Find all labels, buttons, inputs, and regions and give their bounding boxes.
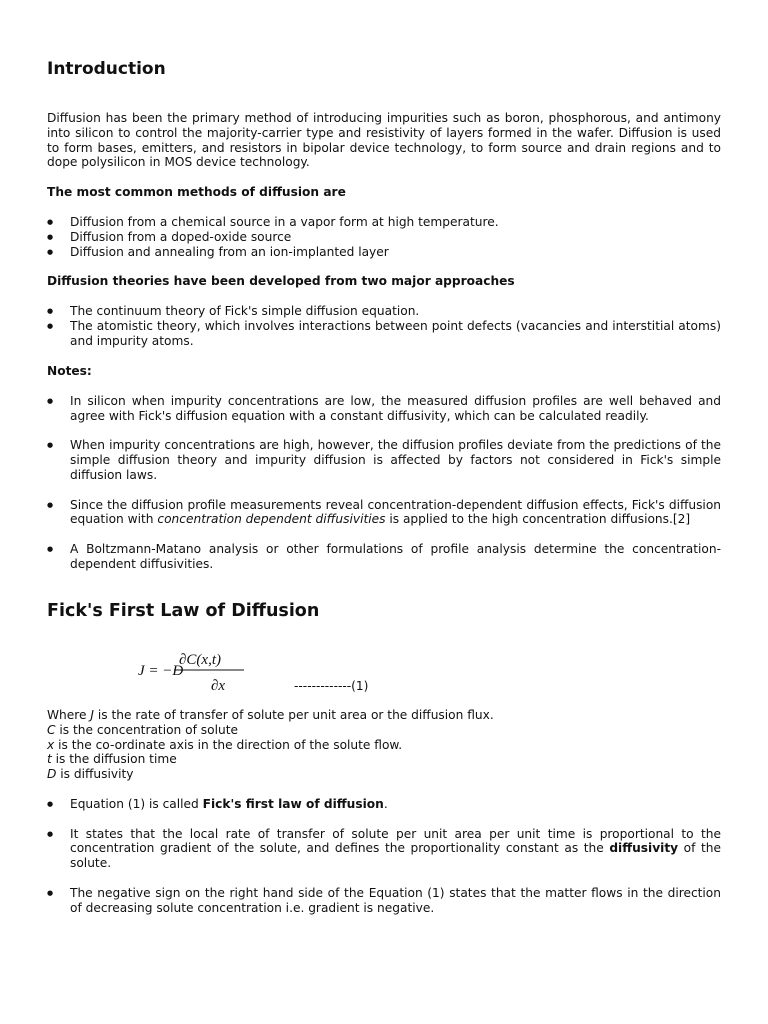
definition-line: C is the concentration of solute	[47, 722, 238, 737]
methods-list	[47, 215, 721, 259]
introduction-heading: Introduction	[47, 59, 166, 79]
intro-paragraph-block	[47, 111, 721, 170]
list-item: ● The continuum theory of Fick's simple diffusion equation.	[47, 304, 721, 319]
list-item: ● It states that the local rate of transfer of solute per unit area per unit time is proportional to the concentration gradient of the solute, and defines the proportionality constant as the diffusivity of the solute.	[47, 827, 721, 871]
definition-line: D is diffusivity	[47, 767, 134, 782]
intro-paragraph: Diffusion has been the primary method of introducing impurities such as boron, phosphorous, and antimony into silicon to control the majority-carrier type and resistivity of layers formed in the wafer. Diffusion is used to form bases, emitters, and resistors in bipolar device technology, to form source and drain regions and to dope polysilicon in MOS device technology.	[47, 111, 721, 170]
definitions-block	[47, 708, 721, 782]
theories-heading: Diffusion theories have been developed from two major approaches	[47, 274, 515, 288]
notes-list	[47, 394, 721, 586]
ficks-law-equation	[136, 648, 248, 696]
definition-line: t is the diffusion time	[47, 752, 177, 767]
equation-numerator: ∂C(x,t)	[179, 652, 221, 668]
definition-line: Where J is the rate of transfer of solute per unit area or the diffusion flux.	[47, 708, 494, 722]
list-item: ● Equation (1) is called Fick's first law of diffusion.	[47, 797, 721, 812]
list-item: ● Since the diffusion profile measurements reveal concentration-dependent diffusion effects, Fick's diffusion equation with concentration dependent diffusivities is applied to the high concentration diffusions.[2]	[47, 498, 721, 528]
methods-heading: The most common methods of diffusion are	[47, 185, 346, 199]
ficks-law-heading: Fick's First Law of Diffusion	[47, 601, 320, 621]
equation-denominator: ∂x	[210, 678, 226, 694]
list-item: ● The negative sign on the right hand side of the Equation (1) states that the matter flows in the direction of decreasing solute concentration i.e. gradient is negative.	[47, 886, 721, 916]
italic-term: concentration dependent diffusivities	[157, 512, 386, 527]
equation-number: -------------(1)	[294, 679, 369, 693]
definition-line: x is the co-ordinate axis in the direction of the solute flow.	[47, 737, 403, 752]
theories-list	[47, 304, 721, 348]
list-item: ● In silicon when impurity concentrations are low, the measured diffusion profiles are well behaved and agree with Fick's diffusion equation with a constant diffusivity, which can be calculated readily.	[47, 394, 721, 424]
ficks-law-points	[47, 797, 721, 930]
list-item: ● When impurity concentrations are high, however, the diffusion profiles deviate from the predictions of the simple diffusion theory and impurity diffusion is affected by factors not considered in Fick's simple diffusion laws.	[47, 438, 721, 482]
notes-heading: Notes:	[47, 364, 92, 378]
list-item: ● Diffusion from a chemical source in a vapor form at high temperature.	[47, 215, 721, 230]
list-item: ● The atomistic theory, which involves interactions between point defects (vacancies and interstitial atoms) and impurity atoms.	[47, 319, 721, 349]
list-item: ● Diffusion and annealing from an ion-implanted layer	[47, 245, 721, 260]
list-item: ● A Boltzmann-Matano analysis or other formulations of profile analysis determine the concentration-dependent diffusivities.	[47, 542, 721, 572]
equation-lhs: J = −D	[138, 663, 184, 679]
list-item: ● Diffusion from a doped-oxide source	[47, 230, 721, 245]
